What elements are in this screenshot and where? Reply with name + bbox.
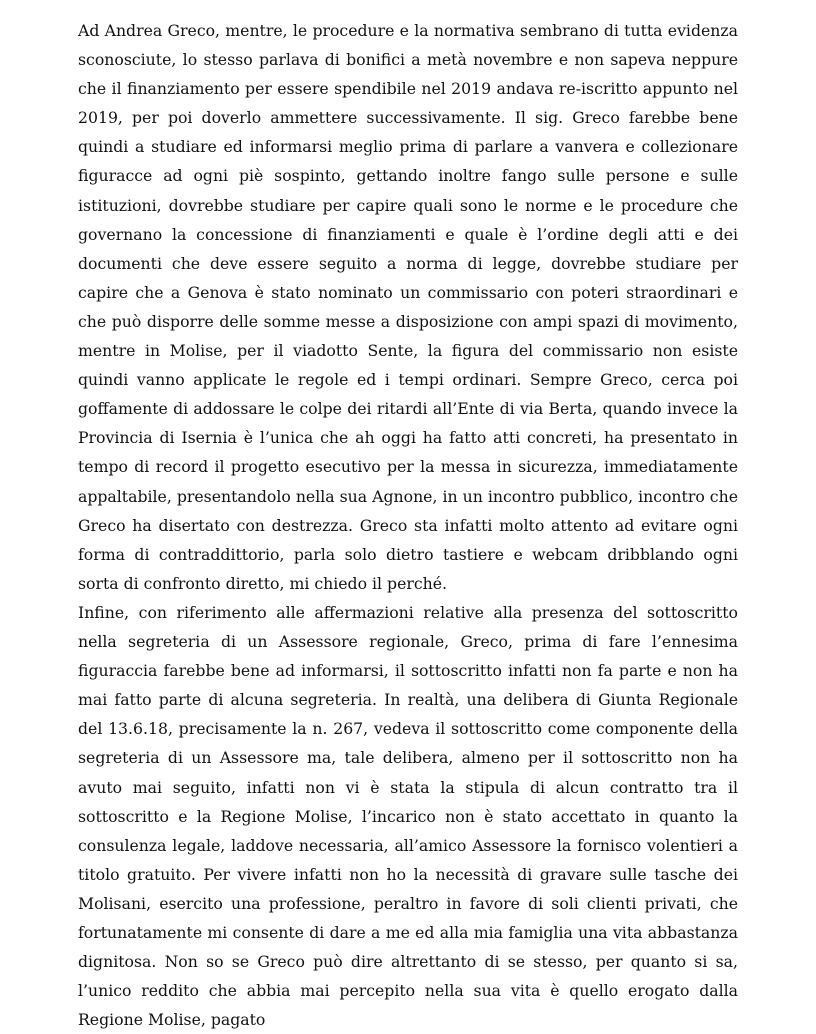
paragraph-1: Ad Andrea Greco, mentre, le procedure e la normativa sembrano di tutta evidenza sconosciute, lo stesso parlava di bonifici a metà novembre e non sapeva neppure che il finanziamento per essere spendibile nel 2019 andava re-iscritto appunto nel 2019, per poi doverlo ammettere successivamente. Il sig. Greco farebbe bene quindi a studiare ed informarsi meglio prima di parlare a vanvera e collezionare figuracce ad ogni piè sospinto, gettando inoltre fango sulle persone e sulle istituzioni, dovrebbe studiare per capire quali sono le norme e le procedure che governano la concessione di finanziamenti e quale è l’ordine degli atti e dei documenti che deve essere seguito a norma di legge, dovrebbe studiare per capire che a Genova è stato nominato un commissario con poteri straordinari e che può disporre delle somme messe a disposizione con ampi spazi di movimento, mentre in Molise, per il viadotto Sente, la figura del commissario non esiste quindi vanno applicate le regole ed i tempi ordinari. Sempre Greco, cerca poi goffamente di addossare le colpe dei ritardi all’Ente di via Berta, quando invece la Provincia di Isernia è l’unica che ah oggi ha fatto atti concreti, ha presentato in tempo di record il progetto esecutivo per la messa in sicurezza, immediatamente appaltabile, presentandolo nella sua Agnone, in un incontro pubblico, incontro che Greco ha disertato con destrezza. Greco sta infatti molto attento ad evitare ogni forma di contraddittorio, parla solo dietro tastiere e webcam dribblando ogni sorta di confronto diretto, mi chiedo il perché. bbox=[78, 21, 738, 593]
paragraph-2: Infine, con riferimento alle affermazioni relative alla presenza del sottoscritto nella segreteria di un Assessore regionale, Greco, prima di fare l’ennesima figuraccia farebbe bene ad informarsi, il sottoscritto infatti non fa parte e non ha mai fatto parte di alcuna segreteria. In realtà, una delibera di Giunta Regionale del 13.6.18, precisamente la n. 267, vedeva il sottoscritto come componente della segreteria di un Assessore ma, tale delibera, almeno per il sottoscritto non ha avuto mai seguito, infatti non vi è stata la stipula di alcun contratto tra il sottoscritto e la Regione Molise, l’incarico non è stato accettato in quanto la consulenza legale, laddove necessaria, all’amico Assessore la fornisco volentieri a titolo gratuito. Per vivere infatti non ho la necessità di gravare sulle tasche dei Molisani, esercito una professione, peraltro in favore di soli clienti privati, che fortunatamente mi consente di dare a me ed alla mia famiglia una vita abbastanza dignitosa. Non so se Greco può dire altrettanto di se stesso, per quanto si sa, l’unico reddito che abbia mai percepito nella sua vita è quello erogato dalla Regione Molise, pagato bbox=[78, 603, 738, 1030]
